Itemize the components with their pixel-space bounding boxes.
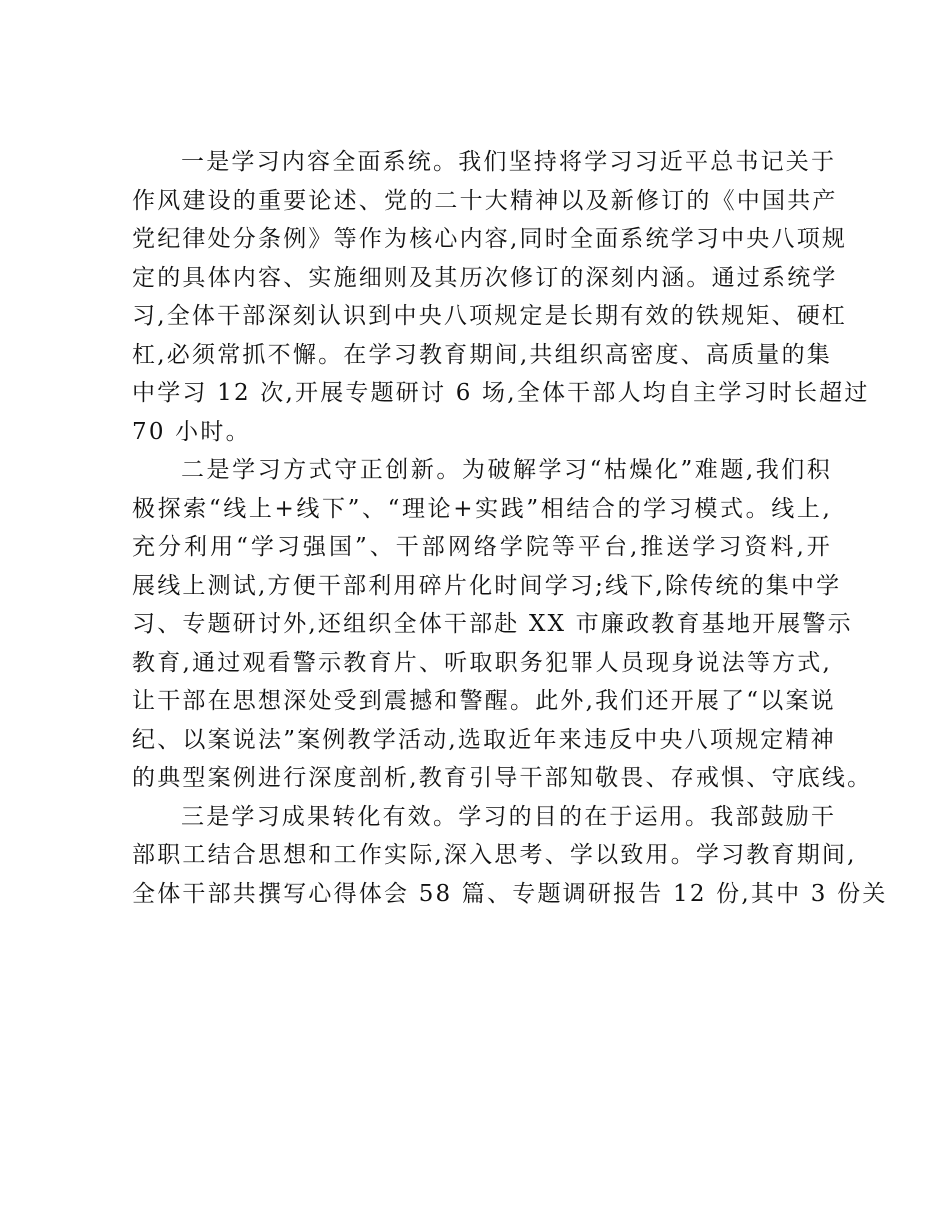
text-line: 让干部在思想深处受到震撼和警醒。此外,我们还开展了“以案说	[132, 688, 836, 714]
text-line: 三是学习成果转化有效。学习的目的在于运用。我部鼓励干	[181, 803, 837, 830]
text-line: 展线上测试,方便干部利用碎片化时间学习;线下,除传统的集中学	[132, 572, 842, 599]
text-line: 二是学习方式守正创新。为破解学习“枯燥化”难题,我们积	[181, 457, 832, 483]
text-line: 习、专题研讨外,还组织全体干部赴 XX 市廉政教育基地开展警示	[132, 611, 853, 637]
text-line: 党纪律处分条例》等作为核心内容,同时全面系统学习中央八项规	[132, 226, 848, 252]
paragraph-study-results	[132, 798, 888, 914]
text-line: 一是学习内容全面系统。我们坚持将学习习近平总书记关于	[181, 149, 837, 175]
paragraph-study-content	[132, 143, 870, 451]
text-line: 极探索“线上+线下”、“理论+实践”相结合的学习模式。线上,	[132, 495, 832, 522]
text-line: 的典型案例进行深度剖析,教育引导干部知敬畏、存戒惧、守底线。	[132, 765, 873, 791]
text-line: 作风建设的重要论述、党的二十大精神以及新修订的《中国共产	[132, 187, 838, 214]
text-line: 教育,通过观看警示教育片、听取职务犯罪人员现身说法等方式,	[132, 649, 832, 676]
paragraph-study-method	[132, 451, 873, 798]
text-line: 70 小时。	[132, 418, 251, 445]
text-line: 充分利用“学习强国”、干部网络学院等平台,推送学习资料,开	[132, 534, 832, 560]
document-body	[132, 143, 888, 913]
text-line: 中学习 12 次,开展专题研讨 6 场,全体干部人均自主学习时长超过	[132, 380, 870, 406]
text-line: 杠,必须常抓不懈。在学习教育期间,共组织高密度、高质量的集	[132, 341, 832, 368]
text-line: 全体干部共撰写心得体会 58 篇、专题调研报告 12 份,其中 3 份关	[132, 880, 888, 907]
text-line: 纪、以案说法”案例教学活动,选取近年来违反中央八项规定精神	[132, 726, 836, 753]
text-line: 习,全体干部深刻认识到中央八项规定是长期有效的铁规矩、硬杠	[132, 303, 848, 329]
text-line: 部职工结合思想和工作实际,深入思考、学以致用。学习教育期间,	[132, 842, 857, 868]
text-line: 定的具体内容、实施细则及其历次修订的深刻内涵。通过系统学	[132, 264, 838, 291]
